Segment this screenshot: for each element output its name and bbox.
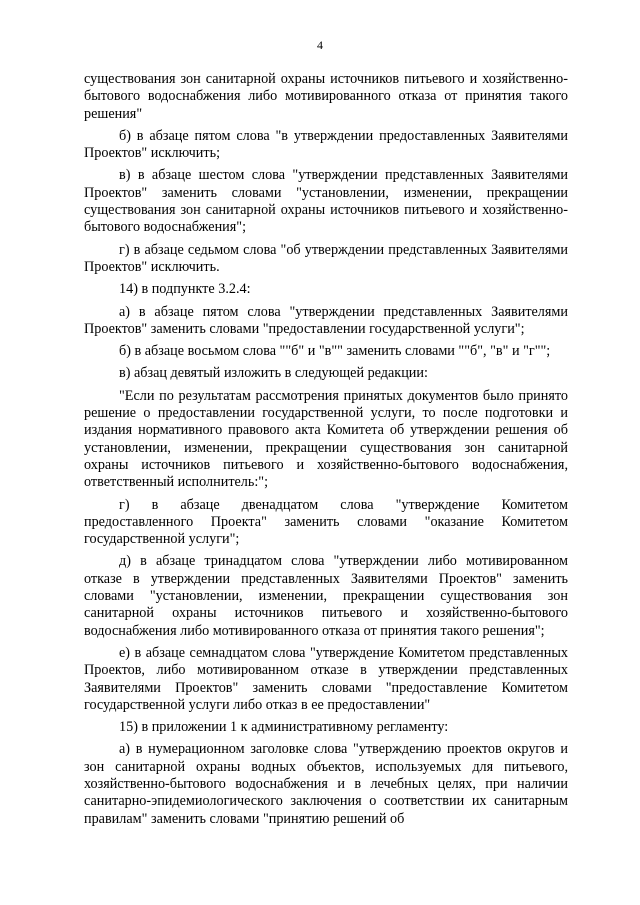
paragraph-item-v: в) абзац девятый изложить в следующей редакции: (119, 365, 428, 382)
paragraph-item-g: г) в абзаце двенадцатом слова "утверждение Комитетом предоставленного Проекта" заменить словами "оказание Комитетом государственной услуги"; (84, 496, 568, 548)
paragraph-quoted-text: "Если по результатам рассмотрения принятых документов было принято решение о предоставлении государственной услуги, то после подготовки и издания нормативного правового акта Комитета об утверждении решения об установлении, изменении, прекращении существования зон санитарной охраны источников питьевого и хозяйственно-бытового водоснабжения, ответственный исполнитель:"; (84, 387, 568, 491)
paragraph-continuation: существования зон санитарной охраны источников питьевого и хозяйственно-бытового водоснабжения либо мотивированного отказа от принятия такого решения" (84, 71, 568, 122)
paragraph-item-g: г) в абзаце седьмом слова "об утверждении представленных Заявителями Проектов" исключить. (84, 241, 568, 275)
paragraph-item-a: а) в абзаце пятом слова "утверждении представленных Заявителями Проектов" заменить словами "предоставлении государственной услуги"; (84, 303, 568, 337)
paragraph-item-b: б) в абзаце восьмом слова ""б" и "в"" заменить словами ""б", "в" и "г""; (119, 343, 551, 360)
paragraph-item-e: е) в абзаце семнадцатом слова "утверждение Комитетом представленных Проектов, либо мотивированном отказе в утверждении представленных Заявителями Проектов" заменить словами "предоставление Комитетом государственной услуги либо отказ в ее предоставлении" (84, 644, 568, 713)
page-number: 4 (317, 38, 323, 52)
paragraph-item-a: а) в нумерационном заголовке слова "утверждению проектов округов и зон санитарной охраны водных объектов, используемых для питьевого, хозяйственно-бытового водоснабжения и в лечебных целях, при наличии санитарно-эпидемиологического заключения о соответствии их санитарным правилам" заменить словами "принятию решений об (84, 741, 568, 827)
paragraph-item-b: б) в абзаце пятом слова "в утверждении предоставленных Заявителями Проектов" исключить; (84, 127, 568, 162)
paragraph-point-15: 15) в приложении 1 к административному регламенту: (119, 719, 449, 736)
paragraph-item-v: в) в абзаце шестом слова "утверждении представленных Заявителями Проектов" заменить словами "установлении, изменении, прекращении существования зон санитарной охраны источников питьевого и хозяйственно-бытового водоснабжения"; (84, 167, 568, 236)
document-body (84, 71, 568, 833)
paragraph-point-14: 14) в подпункте 3.2.4: (119, 281, 251, 298)
paragraph-item-d: д) в абзаце тринадцатом слова "утверждении либо мотивированном отказе в утверждении представленных Заявителями Проектов" заменить словами "установлении, изменении, прекращении существования зон санитарной охраны источников питьевого и хозяйственно-бытового водоснабжения либо мотивированного отказа от принятия такого решения"; (84, 553, 568, 639)
